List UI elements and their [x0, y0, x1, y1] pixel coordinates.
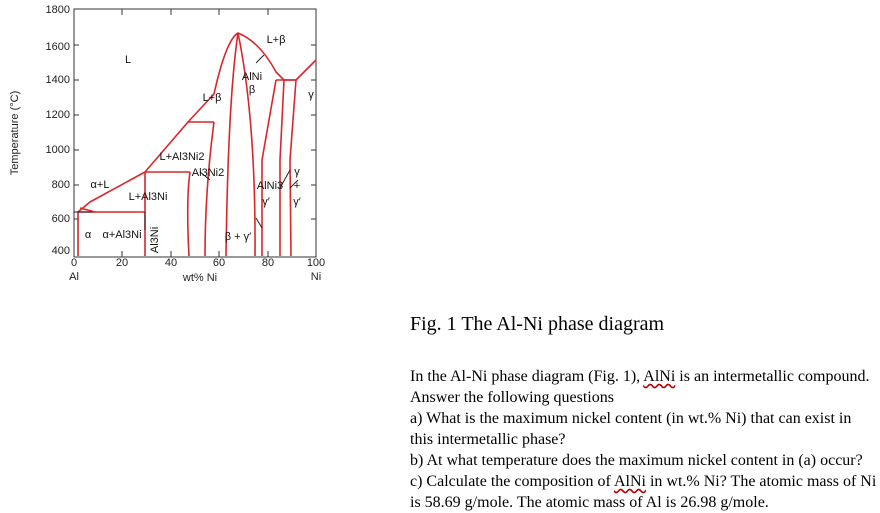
- region-L: L: [124, 54, 132, 66]
- x-end-right: Ni: [310, 271, 322, 283]
- y-tick-800: 800: [51, 179, 70, 191]
- y-axis-title: Temperature (°C): [9, 90, 21, 176]
- region-L-beta-left: L+β: [202, 92, 222, 104]
- question-c-part2: in wt.% Ni? The atomic mass of Ni is 58.69 g/mole. The atomic mass of Al is 26.98 g/mole.: [410, 473, 877, 511]
- alni3-right: [280, 80, 284, 256]
- region-alpha-al3ni: α+Al3Ni: [102, 229, 142, 241]
- intro-compound: AlNi: [643, 368, 676, 385]
- region-gamma-right: γ: [308, 89, 314, 101]
- region-alni-name: AlNi: [241, 71, 263, 83]
- x-axis-title: wt% Ni: [182, 272, 218, 284]
- question-block: [410, 366, 878, 513]
- region-L-al3ni2: L+Al3Ni2: [159, 151, 205, 163]
- region-alpha-L: α+L: [90, 179, 110, 191]
- x-tick-80: 80: [261, 257, 275, 269]
- question-c: [410, 471, 878, 513]
- x-tick-60: 60: [212, 257, 226, 269]
- x-end-left: Al: [69, 271, 79, 283]
- al3ni2-phase-right: [205, 122, 214, 256]
- alni-beta-right: [238, 33, 255, 256]
- y-tick-1400: 1400: [45, 74, 70, 86]
- alni3-left: [262, 80, 276, 256]
- intro-text: [410, 366, 878, 408]
- region-gamma-small: γ: [294, 166, 300, 178]
- region-beta-gamma-prime: β + γ′: [224, 231, 252, 243]
- region-gamma-prime-a: γ′: [262, 196, 270, 208]
- region-al3ni: Al3Ni: [149, 226, 161, 254]
- region-al3ni2: Al3Ni2: [191, 167, 225, 179]
- alni-beta-left: [226, 33, 238, 256]
- region-alni3: AlNi3: [256, 180, 284, 192]
- region-L-beta-top: L+β: [266, 34, 286, 46]
- figure-caption: Fig. 1 The Al-Ni phase diagram: [410, 313, 665, 335]
- y-tick-400: 400: [51, 245, 70, 257]
- phase-boundaries: [78, 33, 316, 256]
- question-c-compound: AlNi: [613, 473, 646, 490]
- question-b: b) At what temperature does the maximum nickel content in (a) occur?: [410, 452, 863, 469]
- intro-before: In the Al-Ni phase diagram (Fig. 1),: [410, 368, 644, 385]
- y-tick-600: 600: [51, 213, 70, 225]
- x-tick-0: 0: [70, 257, 78, 269]
- y-tick-1000: 1000: [45, 144, 70, 156]
- y-tick-1800: 1800: [45, 4, 70, 16]
- y-tick-1600: 1600: [45, 41, 70, 53]
- question-c-part1: c) Calculate the composition of: [410, 473, 614, 490]
- region-gamma-prime-b: γ′: [293, 196, 301, 208]
- y-tick-1200: 1200: [45, 109, 70, 121]
- x-tick-40: 40: [164, 257, 178, 269]
- al3ni2-phase-left: [188, 172, 190, 256]
- region-L-al3ni: L+Al3Ni: [128, 191, 168, 203]
- intro-after: is an intermetallic compound. Answer the following questions: [410, 368, 870, 406]
- x-tick-100: 100: [306, 257, 326, 269]
- x-tick-20: 20: [115, 257, 129, 269]
- phase-diagram: [0, 0, 340, 300]
- region-alni-beta: β: [248, 84, 256, 96]
- question-a: a) What is the maximum nickel content (in wt.% Ni) that can exist in this intermetallic phase?: [410, 410, 852, 448]
- region-plus: +: [293, 180, 301, 192]
- region-alpha: α: [84, 229, 92, 241]
